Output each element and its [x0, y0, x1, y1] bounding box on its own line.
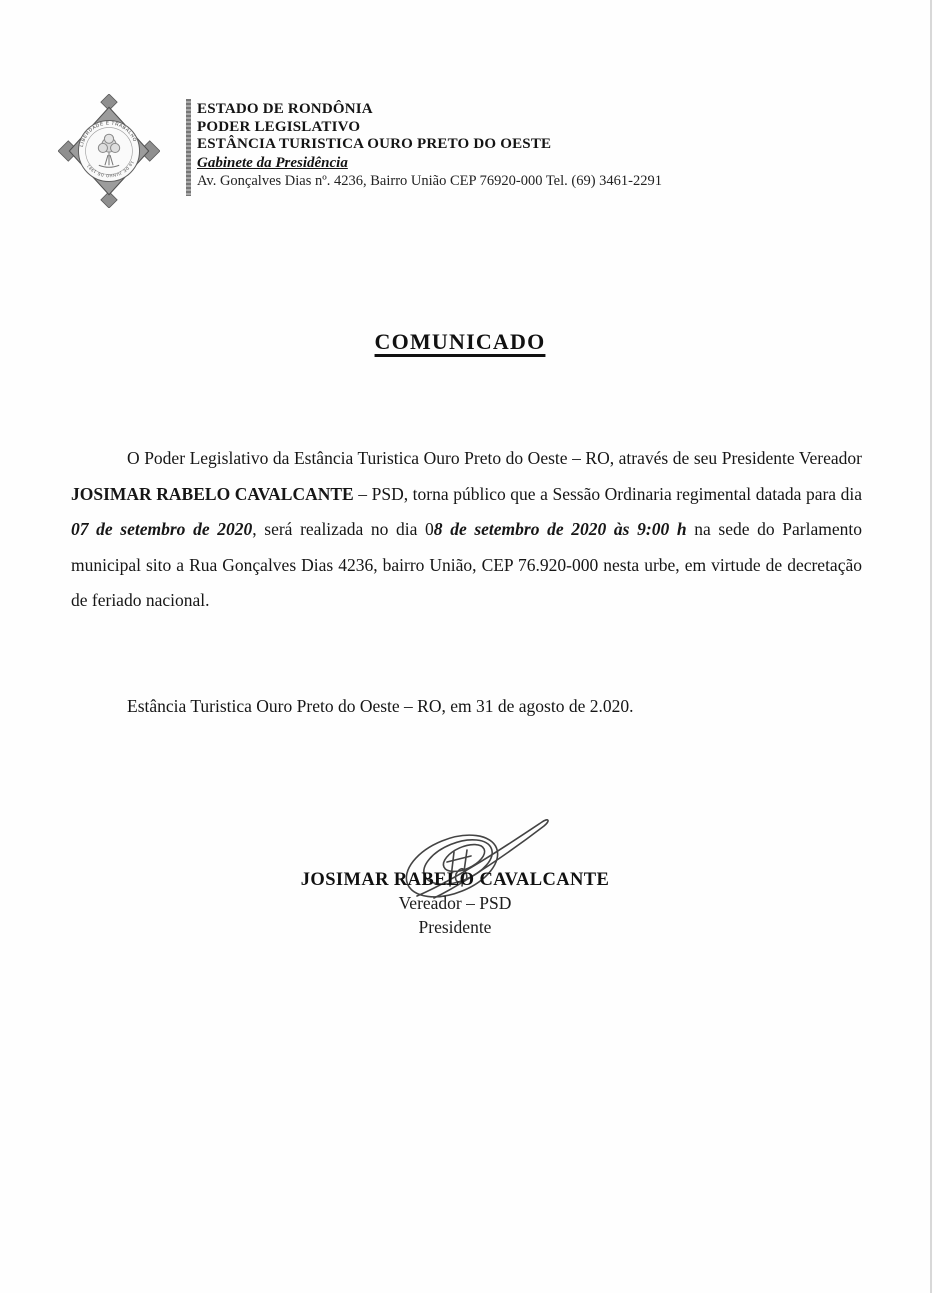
body-run-bold-date1: 07 de setembro de 2020 — [71, 519, 253, 540]
signature-block — [60, 868, 850, 939]
letterhead-office: Gabinete da Presidência — [197, 154, 348, 171]
body-run: na sede do Parlamento municipal sito a Rua Gonçalves Dias 4236, bairro União, CEP 76.920-000 nesta urbe, em virtude de decretação de feriado nacional. — [71, 519, 862, 611]
title-row — [0, 329, 920, 355]
body-paragraph — [71, 441, 862, 619]
letterhead-text — [197, 101, 797, 191]
body-run: , será realizada no dia 0 — [252, 519, 434, 540]
seal-arc-bottom-text: 16 DE JUNHO DE 1981 — [85, 160, 136, 179]
letterhead-branch: PODER LEGISLATIVO — [197, 118, 361, 135]
seal-icon — [58, 94, 160, 208]
body-run-bold-name: JOSIMAR RABELO CAVALCANTE — [71, 483, 354, 504]
body-run: – PSD, torna público que a Sessão Ordinaria regimental datada para dia — [353, 483, 863, 504]
letterhead-address: Av. Gonçalves Dias nº. 4236, Bairro União CEP 76920-000 Tel. (69) 3461-2291 — [197, 172, 662, 189]
document-title: COMUNICADO — [374, 329, 546, 354]
scan-page-edge — [930, 0, 932, 1293]
signer-name: JOSIMAR RABELO CAVALCANTE — [300, 870, 610, 890]
place-date-line: Estância Turistica Ouro Preto do Oeste – RO, em 31 de agosto de 2.020. — [127, 696, 634, 716]
signer-role-party: Vereador – PSD — [398, 893, 512, 913]
seal-arc-top-text: LIBERDADE E TRABALHO — [78, 120, 138, 148]
body-run-bold-date2: 8 de setembro de 2020 às 9:00 h — [433, 519, 687, 540]
body-run: O Poder Legislativo da Estância Turistica Ouro Preto do Oeste – RO, através de seu Presidente Vereador — [127, 448, 862, 468]
letterhead-state: ESTADO DE RONDÔNIA — [197, 101, 373, 117]
letterhead-municipality: ESTÂNCIA TURISTICA OURO PRETO DO OESTE — [197, 136, 552, 152]
signer-title: Presidente — [418, 916, 492, 937]
municipal-seal-logo — [58, 94, 160, 208]
letterhead-divider-bar — [186, 99, 191, 196]
